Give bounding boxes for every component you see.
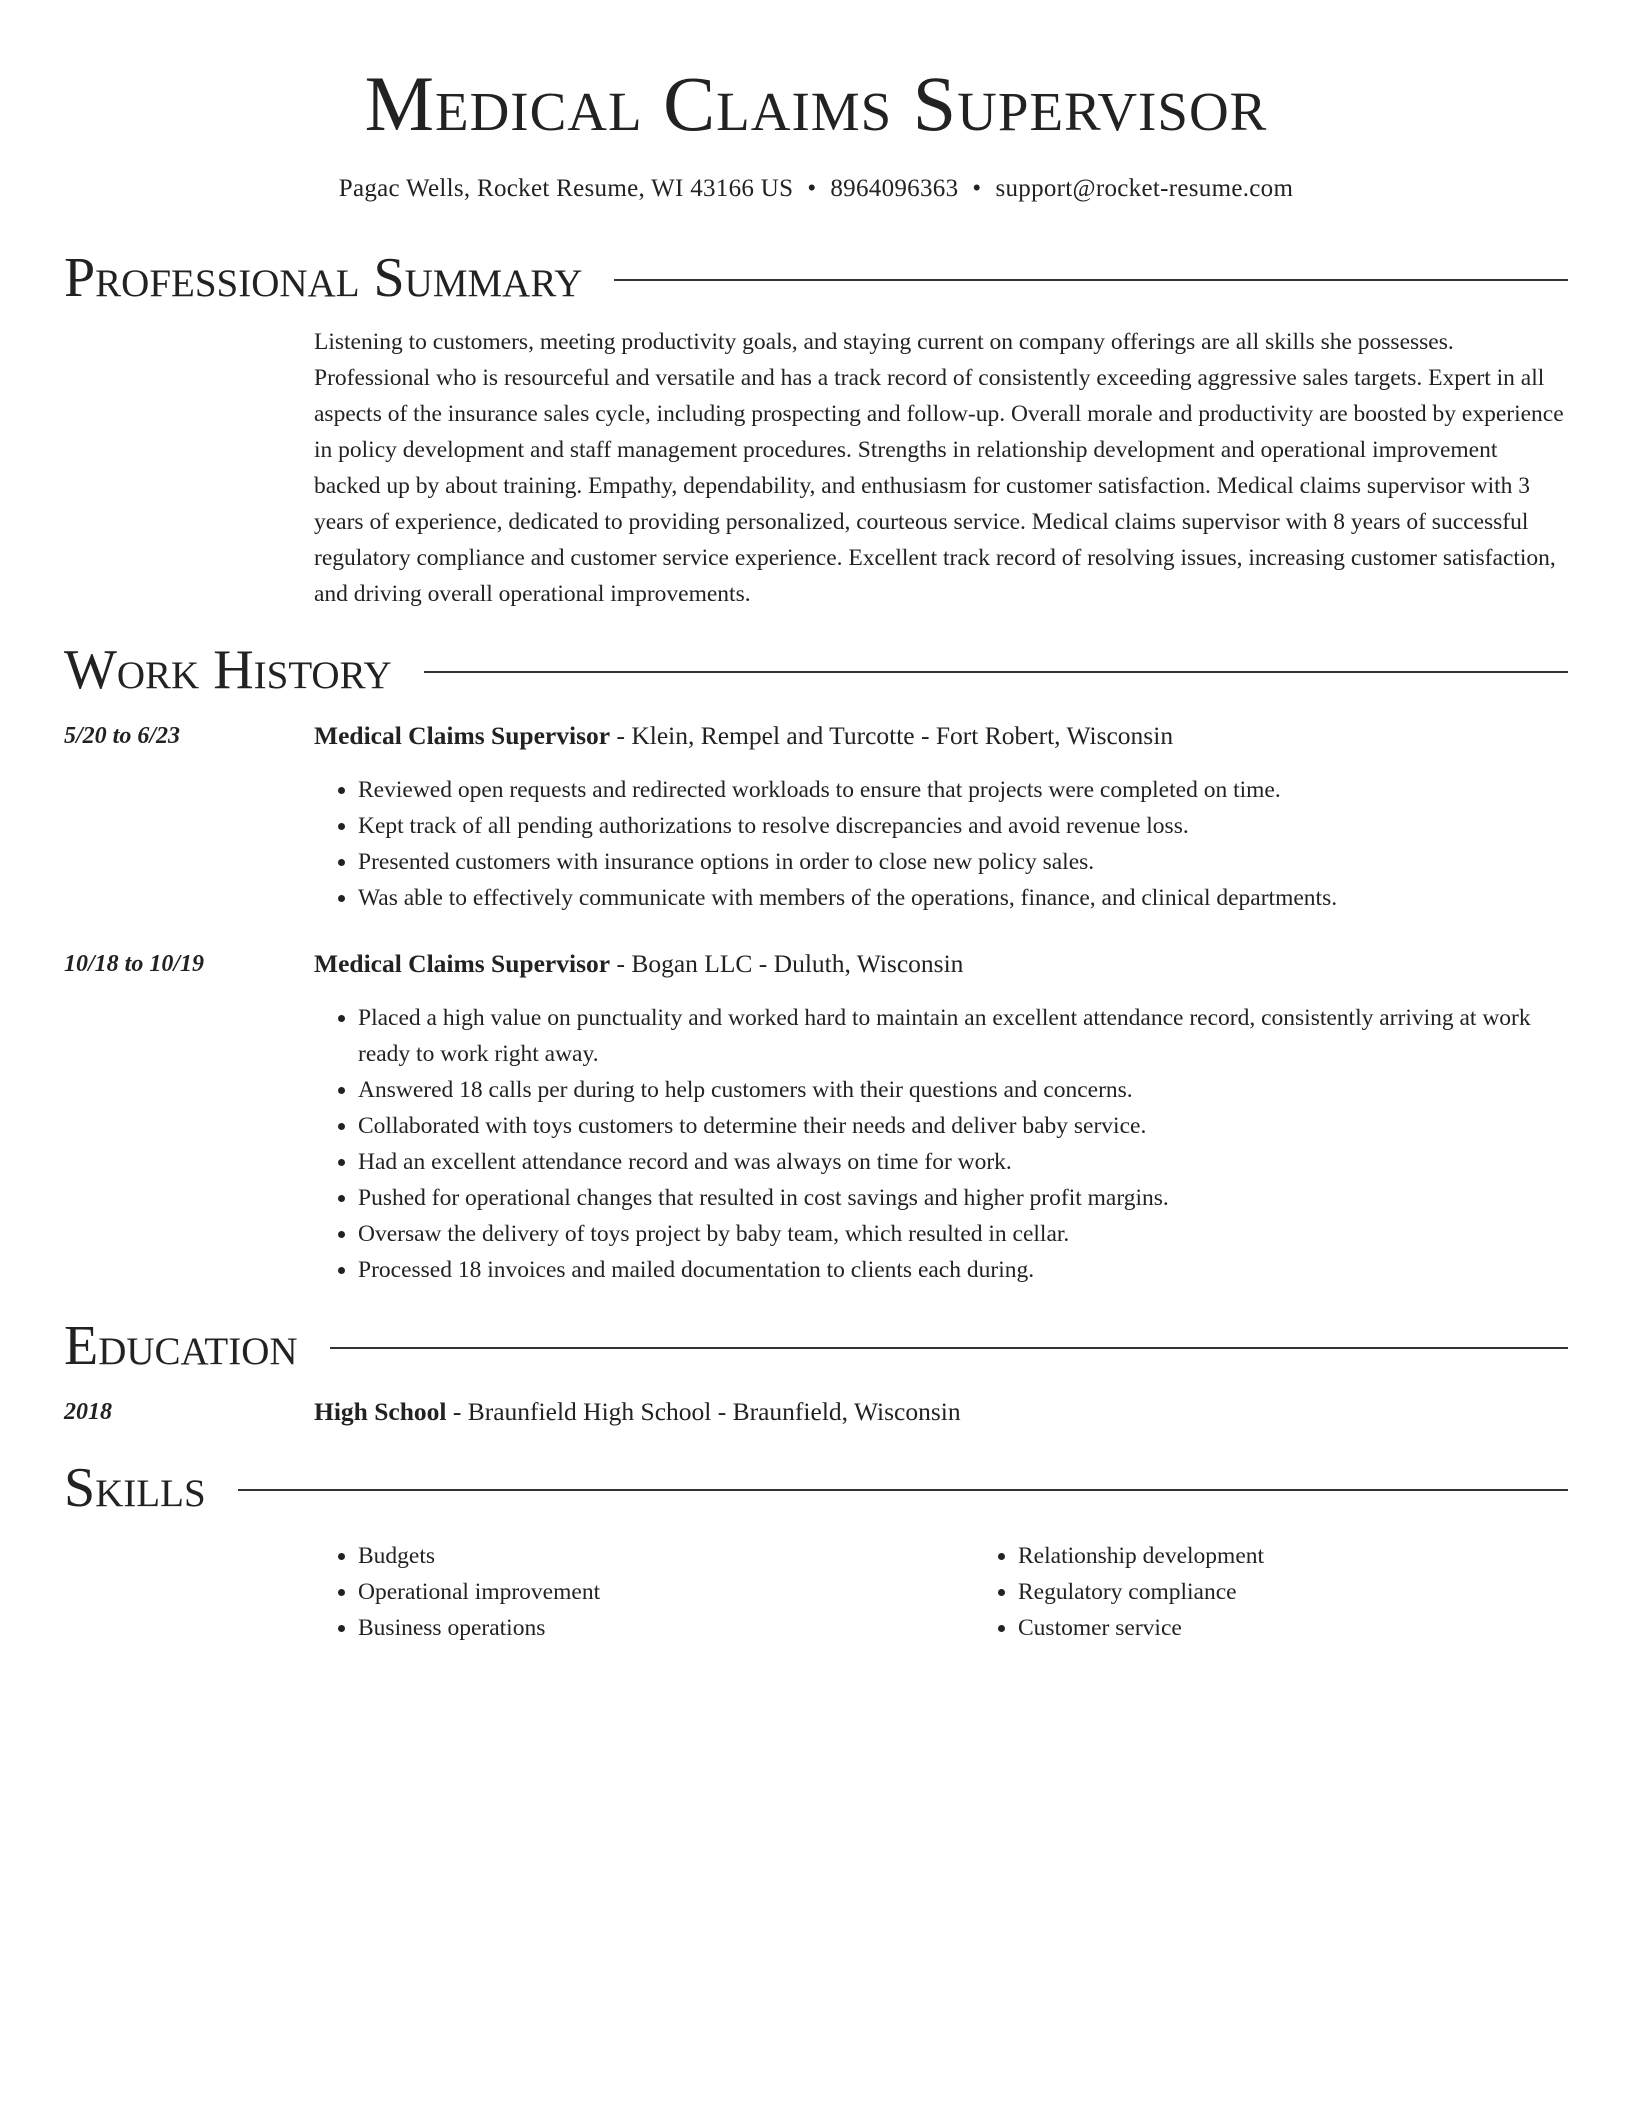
work-heading: Work History: [64, 639, 392, 701]
education-year: 2018: [64, 1399, 112, 1425]
section-divider: [424, 671, 1568, 673]
summary-row: [64, 310, 1568, 612]
skills-heading: Skills: [64, 1457, 206, 1519]
contact-email: support@rocket-resume.com: [995, 175, 1294, 202]
job-title: Medical Claims Supervisor: [314, 721, 611, 750]
resume-title: Medical Claims Supervisor: [364, 60, 1268, 147]
skill-item: • Operational improvement: [358, 1574, 974, 1610]
contact-separator: •: [972, 175, 982, 202]
skills-row: [64, 1520, 1568, 1646]
contact-line: [64, 172, 1568, 206]
section-divider: [238, 1489, 1568, 1491]
job-title-line: [314, 718, 1568, 754]
job-bullets: [314, 772, 1568, 916]
resume-page: [64, 0, 1568, 1646]
contact-address: Pagac Wells, Rocket Resume, WI 43166 US: [338, 175, 794, 202]
job-bullet: • Was able to effectively communicate with members of the operations, finance, and clinical departments.: [358, 880, 1568, 916]
skill-item: • Budgets: [358, 1538, 974, 1574]
work-section-header: [64, 638, 1568, 702]
job-title: Medical Claims Supervisor: [314, 949, 611, 978]
job-bullet: • Presented customers with insurance options in order to close new policy sales.: [358, 844, 1568, 880]
contact-phone: 8964096363: [830, 175, 959, 202]
job-entry: [64, 946, 1568, 1288]
skills-column-2: [974, 1538, 1632, 1646]
skill-item: • Regulatory compliance: [1018, 1574, 1632, 1610]
job-bullet: • Placed a high value on punctuality and worked hard to maintain an excellent attendance record, consistently arriving at work ready to work right away.: [358, 1000, 1568, 1072]
job-bullet: • Answered 18 calls per during to help customers with their questions and concerns.: [358, 1072, 1568, 1108]
summary-text: Listening to customers, meeting productivity goals, and staying current on company offerings are all skills she possesses. Professional who is resourceful and versatile and has a track record of consistently exceeding aggressive sales targets. Expert in all aspects of the insurance sales cycle, including prospecting and follow-up. Overall morale and productivity are boosted by experience in policy development and staff management procedures. Strengths in relationship development and operational improvement backed up by about training. Empathy, dependability, and enthusiasm for customer satisfaction. Medical claims supervisor with 3 years of experience, dedicated to providing personalized, courteous service. Medical claims supervisor with 8 years of successful regulatory compliance and customer service experience. Excellent track record of resolving issues, increasing customer satisfaction, and driving overall operational improvements.: [314, 329, 1564, 607]
job-bullet: • Processed 18 invoices and mailed documentation to clients each during.: [358, 1252, 1568, 1288]
education-degree: High School: [314, 1397, 447, 1426]
job-bullet: • Collaborated with toys customers to determine their needs and deliver baby service.: [358, 1108, 1568, 1144]
education-details: - Braunfield High School - Braunfield, Wisconsin: [446, 1397, 961, 1426]
job-entry: [64, 718, 1568, 916]
skills-grid: [314, 1538, 1632, 1646]
education-section-header: [64, 1314, 1568, 1378]
section-divider: [614, 279, 1568, 281]
job-bullet: • Pushed for operational changes that resulted in cost savings and higher profit margins.: [358, 1180, 1568, 1216]
skill-item: • Customer service: [1018, 1610, 1632, 1646]
job-details: - Klein, Rempel and Turcotte - Fort Robert, Wisconsin: [610, 721, 1174, 750]
job-details: - Bogan LLC - Duluth, Wisconsin: [610, 949, 964, 978]
job-bullets: [314, 1000, 1568, 1288]
skills-column-1: [314, 1538, 974, 1646]
skill-item: • Relationship development: [1018, 1538, 1632, 1574]
contact-separator: •: [807, 175, 817, 202]
job-bullet: • Had an excellent attendance record and was always on time for work.: [358, 1144, 1568, 1180]
job-dates: 5/20 to 6/23: [64, 723, 181, 749]
education-entry: [64, 1394, 1568, 1430]
job-title-line: [314, 946, 1568, 982]
education-heading: Education: [64, 1315, 298, 1377]
summary-heading: Professional Summary: [64, 247, 583, 309]
summary-section-header: [64, 246, 1568, 310]
job-bullet: • Oversaw the delivery of toys project by baby team, which resulted in cellar.: [358, 1216, 1568, 1252]
section-divider: [330, 1347, 1568, 1349]
skills-section-header: [64, 1456, 1568, 1520]
education-line: [314, 1394, 1568, 1430]
job-dates: 10/18 to 10/19: [64, 951, 205, 977]
job-bullet: • Kept track of all pending authorizations to resolve discrepancies and avoid revenue loss.: [358, 808, 1568, 844]
skill-item: • Business operations: [358, 1610, 974, 1646]
job-bullet: • Reviewed open requests and redirected workloads to ensure that projects were completed on time.: [358, 772, 1568, 808]
